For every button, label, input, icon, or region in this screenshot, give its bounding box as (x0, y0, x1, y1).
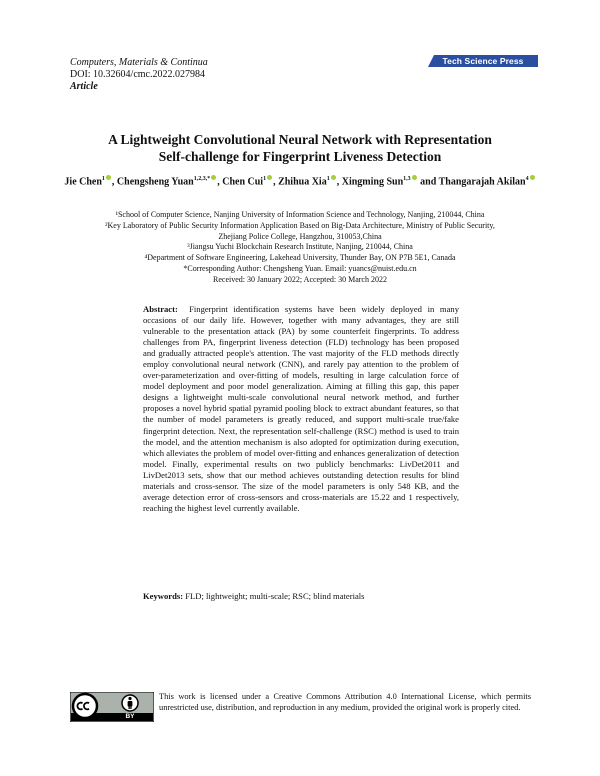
author-list: Jie Chen$^1$ , Chengsheng Yuan$^{1,2,3,*}$ , Chen Cui$^1$ , Zhihua Xia$^1$ , Xingming Sun$^{1,3}$ and Thangarajah Akilan$^4$ (50, 175, 550, 187)
orcid-icon[interactable] (530, 175, 535, 180)
author-affil-mark: 1 (326, 176, 330, 182)
author-affil-mark: 1,2,3,* (193, 176, 211, 182)
author: Zhihua Xia (278, 176, 327, 188)
keywords-text: FLD; lightweight; multi-scale; RSC; blind materials (185, 591, 365, 601)
author: Chengsheng Yuan (116, 176, 194, 188)
cc-by-label: BY (125, 713, 135, 720)
author: Xingming Sun (341, 176, 404, 188)
affiliation-line: ¹School of Computer Science, Nanjing University of Information Science and Technology, Nanjing, 210044, China (115, 210, 485, 219)
abstract (143, 304, 459, 514)
author-affil-mark: 1 (101, 176, 105, 182)
cc-by-badge[interactable] (70, 692, 154, 722)
keywords-label: Keywords: (143, 591, 184, 601)
abstract-text: Fingerprint identification systems have been widely deployed in many occasions of our daily life. However, together with many advantages, they are still vulnerable to the presentation attack (PA) by some counterfeit fingerprints. To address challenges from PA, fingerprint liveness detection (FLD) technology has been proposed and gradually attracted people's attention. The vast majority of the FLD methods directly employ convolutional neural network (CNN), and rarely pay attention to the problem of over-parameterization and over-fitting of models, resulting in large calculation force of model deployment and poor model generalization. Aiming at filling this gap, this paper designs a lightweight multi-scale convolutional neural network method, and further proposes a novel hybrid spatial pyramid pooling block to extract abundant features, so that the number of model parameters is greatly reduced, and support multi-scale true/fake fingerprint detection. Next, the representation self-challenge (RSC) method is used to train the model, and the attention mechanism is also adopted for optimization during execution, which alleviates the problem of model over-fitting and enhances generalization of detection model. Finally, experimental results on two publicly benchmarks: LivDet2011 and LivDet2013 sets, show that our method achieves outstanding detection results for blind materials and cross-sensor. The size of the model parameters is only 548 KB, and the average detection error of cross-sensors and cross-materials are 15.22 and 1 respectively, reaching the highest level currently available. (143, 304, 459, 513)
author-affil-mark: 1,3 (403, 176, 411, 182)
cc-by-license-icon (70, 692, 154, 722)
keywords (143, 591, 463, 601)
corresponding-author: *Corresponding Author: Chengsheng Yuan. Email: yuancs@nuist.edu.cn (183, 263, 417, 273)
affiliation-line: ⁴Department of Software Engineering, Lakehead University, Thunder Bay, ON P7B 5E1, Canada (144, 253, 456, 263)
author-affil-mark: 4 (525, 176, 529, 182)
orcid-icon[interactable] (412, 175, 417, 180)
author-affil-mark: 1 (263, 176, 267, 182)
affiliation-line: ³Jiangsu Yuchi Blockchain Research Institute, Nanjing, 210044, China (187, 242, 413, 252)
affiliations (80, 210, 520, 286)
orcid-icon[interactable] (331, 175, 336, 180)
publisher-logo (428, 55, 538, 67)
abstract-label: Abstract: (143, 304, 178, 314)
author: Chen Cui (222, 176, 264, 188)
title-line: Self-challenge for Fingerprint Liveness Detection (158, 149, 442, 164)
article-type: Article (70, 81, 98, 92)
orcid-icon[interactable] (211, 175, 216, 180)
affiliation-line: Zhejiang Police College, Hangzhou, 310053,China (218, 231, 382, 241)
orcid-icon[interactable] (106, 175, 111, 180)
journal-name: Computers, Materials & Continua (70, 57, 208, 68)
doi[interactable]: DOI: 10.32604/cmc.2022.027984 (70, 69, 205, 80)
title-line: A Lightweight Convolutional Neural Network with Representation (108, 132, 492, 147)
affiliation-line: ²Key Laboratory of Public Security Information Application Based on Big-Data Architecture, Ministry of Public Security, (105, 220, 495, 230)
paper-title (60, 131, 540, 165)
received-accepted-dates: Received: 30 January 2022; Accepted: 30 March 2022 (213, 274, 387, 284)
orcid-icon[interactable] (267, 175, 272, 180)
author: Jie Chen (64, 176, 102, 188)
license-notice: This work is licensed under a Creative Commons Attribution 4.0 International License, which permits unrestricted use, distribution, and reproduction in any medium, provided the original work is properly cited. (159, 692, 531, 712)
author: and Thangarajah Akilan (420, 176, 526, 188)
publisher-name: Tech Science Press (442, 56, 524, 66)
